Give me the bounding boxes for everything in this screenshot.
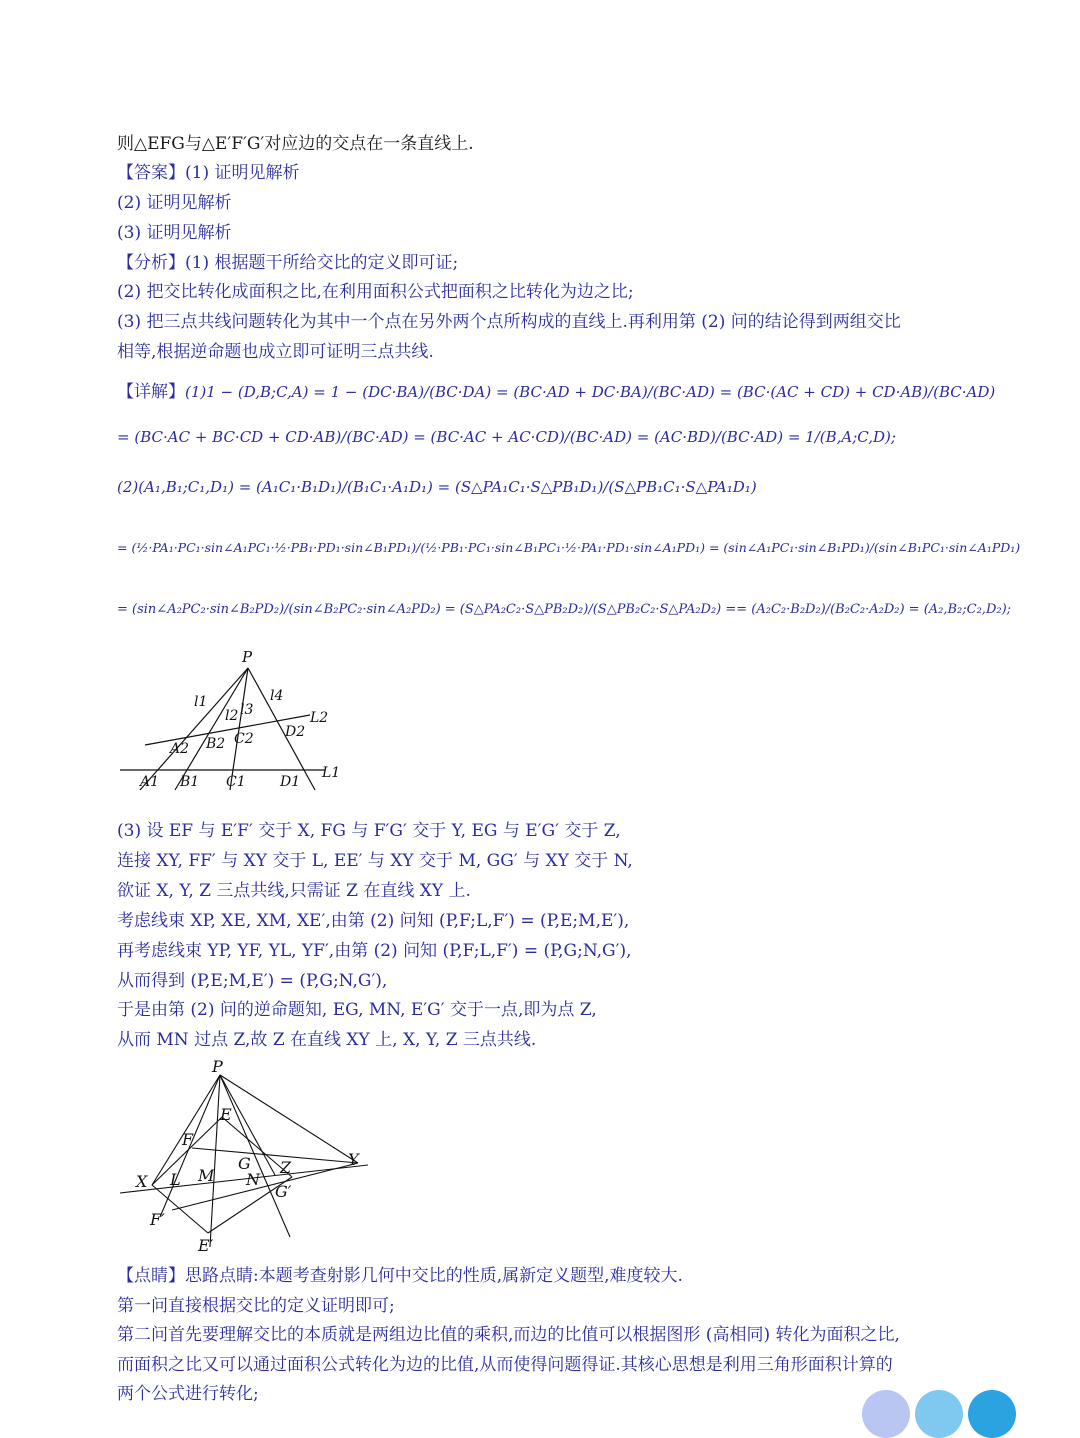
fig2-label-Z: Z	[280, 1158, 292, 1177]
desargues-figure	[110, 1055, 380, 1255]
fig2-label-P: P	[212, 1057, 223, 1076]
fig1-label-A1: A1	[140, 774, 160, 790]
fig2-label-Y: Y	[348, 1150, 359, 1169]
part3-line-4: 考虑线束 XP, XE, XM, XE′,由第 (2) 问知 (P,F;L,F′) = (P,E;M,E′),	[117, 911, 630, 931]
fig2-label-F: F	[182, 1130, 194, 1149]
fig1-label-B1: B1	[180, 774, 200, 790]
fig1-label-l1: l1	[194, 694, 208, 710]
fig2-label-X: X	[136, 1172, 148, 1191]
answer-line-2: (2) 证明见解析	[117, 193, 232, 213]
detail-eq5: = (sin∠A₂PC₂·sin∠B₂PD₂)/(sin∠B₂PC₂·sin∠A₂PD₂) = (S△PA₂C₂·S△PB₂D₂)/(S△PB₂C₂·S△PA₂D₂) == (A₂C₂·B₂D₂)/(B₂C₂·A₂D₂) = (A₂,B₂;C₂,D₂);	[117, 602, 1012, 617]
detail-eq1: (1)1 − (D,B;C,A) = 1 − (DC·BA)/(BC·DA) = (BC·AD + DC·BA)/(BC·AD) = (BC·(AC + CD) + CD·AB)/(BC·AD)	[185, 383, 996, 401]
comment-line-2: 第一问直接根据交比的定义证明即可;	[117, 1296, 395, 1316]
analysis-line-3: (3) 把三点共线问题转化为其中一个点在另外两个点所构成的直线上.再利用第 (2) 问的结论得到两组交比	[117, 312, 901, 332]
pencil-lines-figure	[110, 640, 350, 800]
part3-line-1: (3) 设 EF 与 E′F′ 交于 X, FG 与 F′G′ 交于 Y, EG 与 E′G′ 交于 Z,	[117, 821, 621, 841]
intro-line: 则△EFG与△E′F′G′对应边的交点在一条直线上.	[117, 134, 474, 154]
analysis-line-1	[117, 251, 458, 275]
fig1-label-D1: D1	[280, 774, 301, 790]
fig2-label-F-prime: F′	[150, 1210, 165, 1229]
fig2-label-G-prime: G′	[275, 1182, 292, 1201]
comment-tag: 【点睛】	[117, 1266, 185, 1286]
comment-line-5: 两个公式进行转化;	[117, 1384, 259, 1404]
answer-line-1	[117, 161, 299, 185]
fig2-label-G: G	[238, 1154, 251, 1173]
part3-line-8: 从而 MN 过点 Z,故 Z 在直线 XY 上, X, Y, Z 三点共线.	[117, 1030, 537, 1050]
fig1-label-B2: B2	[206, 736, 226, 752]
detail-eq1-line	[117, 380, 995, 404]
fig1-label-L1: L1	[322, 765, 341, 781]
fig1-label-l3: l3	[240, 702, 254, 718]
fig2-label-L: L	[170, 1170, 181, 1189]
fig2-label-E-prime: E′	[198, 1236, 214, 1255]
fig2-label-N: N	[246, 1170, 260, 1189]
fig1-label-l2: l2	[225, 708, 239, 724]
fig1-label-D2: D2	[285, 724, 306, 740]
decor-circle-1	[862, 1390, 910, 1438]
fig2-label-M: M	[198, 1166, 215, 1185]
fig1-label-C2: C2	[234, 731, 254, 747]
fig2-label-E: E	[220, 1105, 232, 1124]
decor-circle-2	[915, 1390, 963, 1438]
detail-eq4: = (½·PA₁·PC₁·sin∠A₁PC₁·½·PB₁·PD₁·sin∠B₁PD₁)/(½·PB₁·PC₁·sin∠B₁PC₁·½·PA₁·PD₁·sin∠A₁PD₁) = (sin∠A₁PC₁·sin∠B₁PD₁)/(sin∠B₁PC₁·sin∠A₁PD₁)	[117, 540, 1021, 555]
part3-line-6: 从而得到 (P,E;M,E′) = (P,G;N,G′),	[117, 971, 388, 991]
comment-line-4: 而面积之比又可以通过面积公式转化为边的比值,从而使得问题得证.其核心思想是利用三角形面积计算的	[117, 1355, 893, 1375]
analysis-item-1: (1) 根据题干所给交比的定义即可证;	[185, 253, 459, 273]
decor-circle-3	[968, 1390, 1016, 1438]
answer-item-1: (1) 证明见解析	[185, 163, 300, 183]
part3-line-2: 连接 XY, FF′ 与 XY 交于 L, EE′ 与 XY 交于 M, GG′ 与 XY 交于 N,	[117, 851, 633, 871]
analysis-line-4: 相等,根据逆命题也成立即可证明三点共线.	[117, 342, 434, 362]
detail-eq3: (2)(A₁,B₁;C₁,D₁) = (A₁C₁·B₁D₁)/(B₁C₁·A₁D₁) = (S△PA₁C₁·S△PB₁D₁)/(S△PB₁C₁·S△PA₁D₁)	[117, 478, 757, 496]
analysis-line-2: (2) 把交比转化成面积之比,在利用面积公式把面积之比转化为边之比;	[117, 282, 634, 302]
comment-line-1	[117, 1264, 683, 1288]
fig1-label-A2: A2	[170, 741, 190, 757]
fig1-label-P: P	[242, 648, 253, 666]
comment-item-1: 思路点睛:本题考查射影几何中交比的性质,属新定义题型,难度较大.	[185, 1266, 683, 1286]
fig1-label-C1: C1	[226, 774, 246, 790]
detail-eq2: = (BC·AC + BC·CD + CD·AB)/(BC·AD) = (BC·AC + AC·CD)/(BC·AD) = (AC·BD)/(BC·AD) = 1/(B,A;C,D);	[117, 428, 896, 446]
analysis-tag: 【分析】	[117, 253, 185, 273]
detail-tag: 【详解】	[117, 382, 185, 402]
fig1-label-l4: l4	[270, 688, 284, 704]
answer-line-3: (3) 证明见解析	[117, 223, 232, 243]
comment-line-3: 第二问首先要理解交比的本质就是两组边比值的乘积,而边的比值可以根据图形 (高相同) 转化为面积之比,	[117, 1325, 900, 1345]
part3-line-5: 再考虑线束 YP, YF, YL, YF′,由第 (2) 问知 (P,F;L,F′) = (P,G;N,G′),	[117, 941, 632, 961]
part3-line-3: 欲证 X, Y, Z 三点共线,只需证 Z 在直线 XY 上.	[117, 881, 471, 901]
answer-tag: 【答案】	[117, 163, 185, 183]
fig1-label-L2: L2	[310, 710, 329, 726]
part3-line-7: 于是由第 (2) 问的逆命题知, EG, MN, E′G′ 交于一点,即为点 Z,	[117, 1000, 597, 1020]
